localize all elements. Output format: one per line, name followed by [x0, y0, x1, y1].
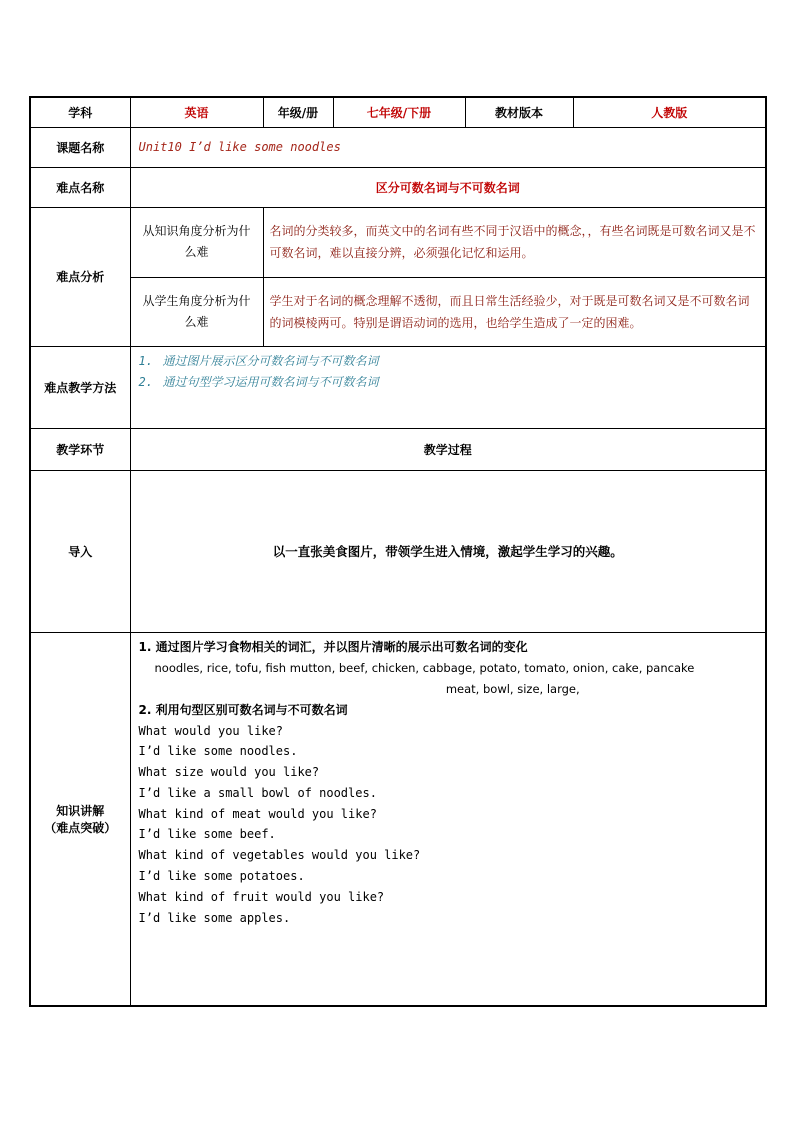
knowledge-content [130, 632, 766, 1006]
dialogue-line: I’d like some apples. [138, 910, 291, 925]
process-header-row [30, 428, 766, 470]
vocab-line-1: noodles, rice, tofu, fish mutton, beef, chicken, cabbage, potato, tomato, onion, cake, pancake [154, 660, 695, 675]
method-item: 1. 通过图片展示区分可数名词与不可数名词 [138, 353, 379, 368]
subject-label: 学科 [30, 97, 130, 127]
knowledge-angle-text: 名词的分类较多，而英文中的名词有些不同于汉语中的概念，，有些名词既是可数名词又是不可数名词，难以直接分辨，必须强化记忆和运用。 [263, 207, 766, 277]
dialogue-line: I’d like a small bowl of noodles. [138, 785, 377, 800]
knowledge-row [30, 632, 766, 1006]
intro-row [30, 470, 766, 632]
knowledge-label [30, 632, 130, 1006]
difficulty-row [30, 167, 766, 207]
stage-label: 教学环节 [30, 428, 130, 470]
knowledge-angle-label: 从知识角度分析为什么难 [130, 207, 263, 277]
analysis-knowledge-row [30, 207, 766, 277]
lesson-label: 课题名称 [30, 127, 130, 167]
student-angle-text: 学生对于名词的概念理解不透彻，而且日常生活经验少，对于既是可数名词又是不可数名词的词模棱两可。特别是谓语动词的选用，也给学生造成了一定的困难。 [263, 277, 766, 346]
subject-value: 英语 [130, 97, 263, 127]
header-row [30, 97, 766, 127]
methods-list [130, 346, 766, 428]
dialogue-line: I’d like some beef. [138, 827, 276, 842]
edition-label: 教材版本 [465, 97, 573, 127]
lesson-plan-table [29, 96, 767, 1007]
methods-row [30, 346, 766, 428]
edition-value: 人教版 [573, 97, 766, 127]
dialogue-line: What would you like? [138, 723, 283, 738]
dialogue-line: What kind of fruit would you like? [138, 889, 385, 904]
analysis-student-row [30, 277, 766, 346]
knowledge-label-line2: （难点突破） [44, 820, 117, 835]
dialogue-line: What kind of vegetables would you like? [138, 848, 421, 863]
intro-text: 以一直张美食图片，带领学生进入情境，激起学生学习的兴趣。 [130, 470, 766, 632]
method-item: 2. 通过句型学习运用可数名词与不可数名词 [138, 374, 379, 389]
grade-value: 七年级/下册 [333, 97, 465, 127]
methods-label: 难点教学方法 [30, 346, 130, 428]
dialogue-line: I’d like some noodles. [138, 744, 298, 759]
difficulty-label: 难点名称 [30, 167, 130, 207]
dialogue-line: What size would you like? [138, 765, 320, 780]
student-angle-label: 从学生角度分析为什么难 [130, 277, 263, 346]
grade-label: 年级/册 [263, 97, 333, 127]
lesson-row [30, 127, 766, 167]
dialogue-line: What kind of meat would you like? [138, 806, 377, 821]
knowledge-point-2: 2. 利用句型区别可数名词与不可数名词 [138, 702, 348, 717]
dialogue-line: I’d like some potatoes. [138, 869, 305, 884]
analysis-label: 难点分析 [30, 207, 130, 346]
difficulty-value: 区分可数名词与不可数名词 [130, 167, 766, 207]
knowledge-point-1: 1. 通过图片学习食物相关的词汇，并以图片清晰的展示出可数名词的变化 [138, 639, 528, 654]
process-label: 教学过程 [130, 428, 766, 470]
knowledge-label-line1: 知识讲解 [56, 803, 105, 818]
lesson-title: Unit10 I’d like some noodles [130, 127, 766, 167]
intro-label: 导入 [30, 470, 130, 632]
vocab-line-2: meat, bowl, size, large, [445, 681, 580, 696]
